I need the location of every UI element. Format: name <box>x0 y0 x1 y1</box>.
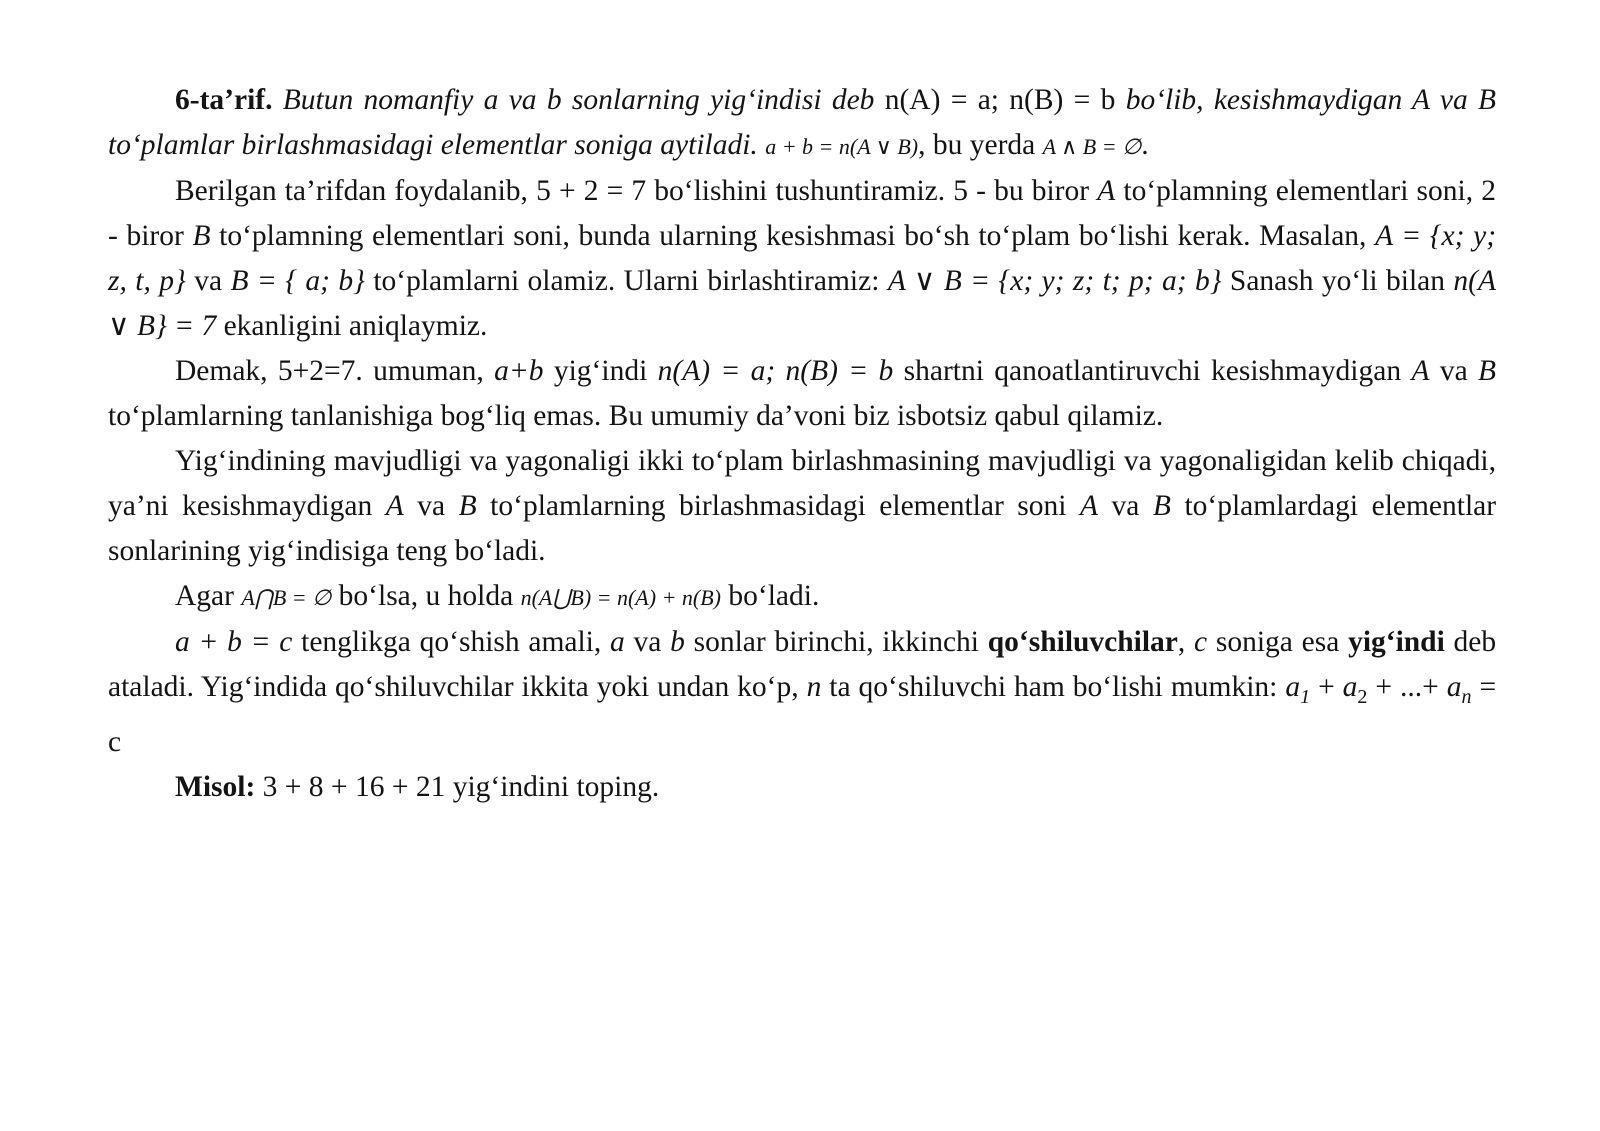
term-addends: qo‘shiluvchilar <box>987 626 1178 658</box>
p3-text-3: shartni qanoatlantiruvchi kesishmaydigan <box>903 355 1402 387</box>
set-union: A ∨ B = {x; y; z; t; p; a; b} <box>887 265 1222 297</box>
definition-text-4: , bu yerda <box>918 129 1036 161</box>
p6-text-7: ta qo‘shiluvchi ham bo‘lishi mumkin: <box>829 671 1278 703</box>
p2-text-1: Berilgan ta’rifdan foydalanib, 5 + 2 = 7 bo‘lishini tushuntiramiz. 5 - bu biror <box>175 175 1090 207</box>
formula-intersection: A⋂B = ∅ <box>241 585 332 610</box>
set-a: A = {x; y; z, t, p} <box>108 220 1497 297</box>
paragraph-example <box>108 765 1496 810</box>
formula-n-a-n-b: n(A) = a; n(B) = b <box>884 84 1116 116</box>
p4-var-b-2: B <box>1152 490 1171 522</box>
definition-label: 6-ta’rif. <box>175 84 273 116</box>
formula-intersection-empty: A ∧ B = ∅ <box>1042 134 1142 159</box>
p3-formula: n(A) = a; n(B) = b <box>657 355 894 387</box>
p6-text-2: va <box>633 626 662 658</box>
p3-text-4: va <box>1439 355 1468 387</box>
p6-var-a: a <box>610 626 625 658</box>
union-count: n(A ∨ B} = 7 <box>108 265 1497 342</box>
subscript-1: 1 <box>1300 685 1311 708</box>
p6-var-b: b <box>670 626 685 658</box>
plus-sign: + <box>1318 671 1335 703</box>
p3-text-1: Demak, 5+2=7. umuman, <box>175 355 484 387</box>
definition-text-2: bo‘lib, <box>1125 84 1204 116</box>
p6-text-5: soniga esa <box>1215 626 1340 658</box>
formula-union-count: n(A⋃B) = n(A) + n(B) <box>520 585 722 610</box>
p4-var-b: B <box>458 490 477 522</box>
p6-comma: , <box>1177 626 1186 658</box>
paragraph-definition <box>108 78 1496 169</box>
document-body <box>108 78 1496 810</box>
p2-text-5: to‘plamlarni olamiz. Ularni birlashtiramiz: <box>373 265 880 297</box>
p5-text-2: bo‘lsa, u holda <box>338 580 514 612</box>
p4-text-4: va <box>1111 490 1140 522</box>
formula-sum: a + b = c <box>175 626 293 658</box>
p6-var-c: c <box>1194 626 1208 658</box>
p2-var-a: A <box>1097 175 1116 207</box>
p4-var-a-2: A <box>1079 490 1099 522</box>
p4-var-a: A <box>385 490 404 522</box>
p3-var-sum: a+b <box>494 355 544 387</box>
p4-text-2: va <box>417 490 446 522</box>
set-b: B = { a; b} <box>230 265 365 297</box>
p2-text-6: Sanash yo‘li bilan <box>1229 265 1446 297</box>
p4-text-3: to‘plamlarning birlashmasidagi elementlar soni <box>490 490 1067 522</box>
addend-an: a <box>1446 671 1462 703</box>
term-sum: yig‘indi <box>1348 626 1445 658</box>
equals-c: = c <box>108 671 1497 758</box>
p6-var-n: n <box>806 671 822 703</box>
p4-text-1: Yig‘indining mavjudligi va yagonaligi ikki to‘plam birlashmasining mavjudligi va yagonaligidan kelib chiqadi, ya’ni kesishmaydigan <box>108 445 1496 522</box>
p6-text-3: sonlar birinchi, ikkinchi <box>693 626 979 658</box>
p2-var-b: B <box>192 220 211 252</box>
subscript-n: n <box>1461 685 1472 708</box>
p2-text-3: to‘plamning elementlari soni, bunda ularning kesishmasi bo‘sh to‘plam bo‘lishi kerak. Masalan, <box>219 220 1367 252</box>
paragraph-rule <box>108 574 1496 620</box>
p4-text-5: to‘plamlardagi elementlar sonlarining yig‘indisiga teng bo‘ladi. <box>108 490 1497 567</box>
definition-text: Butun nomanfiy a va b sonlarning yig‘indisi deb <box>282 84 875 116</box>
example-label: Misol: <box>175 770 256 803</box>
p2-text-4: va <box>194 265 223 297</box>
paragraph-uniqueness <box>108 439 1496 574</box>
formula-sum-union: a + b = n(A ∨ B) <box>765 134 919 159</box>
paragraph-terms <box>108 620 1496 765</box>
p2-text-7: ekanligini aniqlaymiz. <box>223 310 488 342</box>
p5-text-1: Agar <box>175 580 234 612</box>
addend-a2: a <box>1342 671 1358 703</box>
addend-a1: a <box>1285 671 1301 703</box>
p3-var-a: A <box>1411 355 1430 387</box>
p2-text-2: to‘plamning elementlari soni, 2 - biror <box>108 175 1496 252</box>
subscript-2: 2 <box>1357 685 1368 708</box>
paragraph-explanation <box>108 169 1496 349</box>
p3-text-2: yig‘indi <box>553 355 648 387</box>
p3-var-b: B <box>1478 355 1497 387</box>
definition-end: . <box>1141 129 1149 161</box>
p6-text-1: tenglikga qo‘shish amali, <box>301 626 602 658</box>
definition-text-3: kesishmaydigan A va B to‘plamlar birlashmasidagi elementlar soniga aytiladi. <box>108 84 1497 161</box>
paragraph-conclusion <box>108 349 1496 439</box>
example-text: 3 + 8 + 16 + 21 yig‘indini toping. <box>262 770 660 803</box>
plus-ellipsis: + ...+ <box>1375 671 1439 703</box>
p5-text-3: bo‘ladi. <box>728 580 820 612</box>
p3-text-5: to‘plamlarning tanlanishiga bog‘liq emas. Bu umumiy da’voni biz isbotsiz qabul qilamiz. <box>108 400 1164 432</box>
p6-text-6: deb ataladi. Yig‘indida qo‘shiluvchilar ikkita yoki undan ko‘p, <box>108 626 1497 703</box>
